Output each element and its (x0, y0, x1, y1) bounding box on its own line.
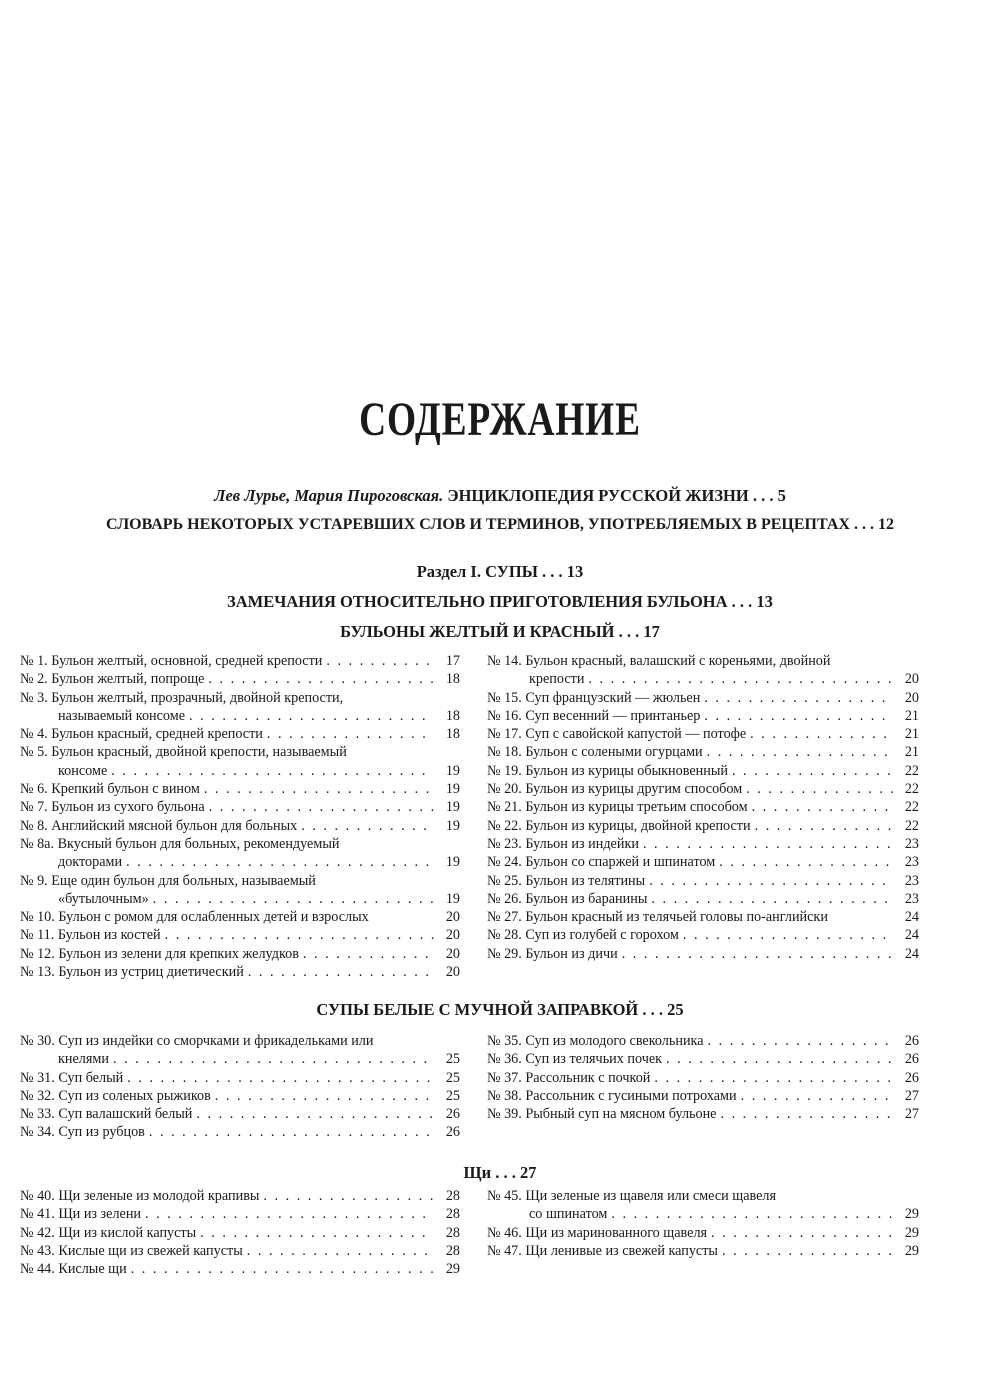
toc-entry-title-continued: крепости (529, 671, 585, 688)
toc-page-number: 29 (904, 1206, 919, 1223)
toc-page-number: 26 (445, 1106, 460, 1123)
toc-entry-title-continued: называемый консоме (58, 707, 186, 724)
toc-entry-title: № 42. Щи из кислой капусты (20, 1224, 197, 1241)
dot-leader (149, 1123, 434, 1141)
toc-entry-title: № 31. Суп белый (20, 1069, 124, 1086)
dot-leader (708, 1032, 893, 1050)
toc-entry[interactable] (487, 725, 919, 743)
toc-entry[interactable] (487, 1069, 919, 1087)
dot-leader (719, 853, 893, 871)
toc-entry[interactable] (20, 670, 460, 688)
page-title: СОДЕРЖАНИЕ (359, 393, 641, 446)
toc-entry-title-continued: консоме (58, 762, 108, 779)
broths-right-column (487, 652, 919, 963)
toc-entry-title: № 18. Бульон с солеными огурцами (487, 744, 703, 761)
toc-page-number: 22 (904, 762, 919, 779)
toc-entry-title: № 10. Бульон с ромом для ослабленных детей и взрослых (20, 909, 369, 926)
toc-entry-title: № 30. Суп из индейки со сморчками и фрикадельками или (20, 1033, 374, 1049)
toc-entry[interactable] (487, 1224, 919, 1242)
toc-page-number: 24 (904, 927, 919, 944)
dot-leader (326, 652, 434, 670)
toc-entry-title: № 45. Щи зеленые из щавеля или смеси щавеля (487, 1188, 777, 1204)
dot-leader (267, 725, 434, 743)
toc-entry-title: № 37. Рассольник с почкой (487, 1069, 651, 1086)
toc-entry-title: № 13. Бульон из устриц диетический (20, 964, 244, 981)
toc-entry-title: № 6. Крепкий бульон с вином (20, 781, 200, 798)
toc-page-number: 20 (445, 964, 460, 981)
toc-page-number: 23 (904, 835, 919, 852)
toc-entry-title: № 7. Бульон из сухого бульона (20, 799, 205, 816)
section-heading[interactable]: Раздел I. СУПЫ . . . 13 (416, 562, 584, 581)
toc-entry[interactable] (487, 1187, 919, 1224)
toc-entry-title: № 36. Суп из телячьих почек (487, 1051, 663, 1068)
toc-entry[interactable] (487, 890, 919, 908)
toc-page-number: 20 (904, 671, 919, 688)
remarks-entry[interactable]: ЗАМЕЧАНИЯ ОТНОСИТЕЛЬНО ПРИГОТОВЛЕНИЯ БУЛЬОНА . . . 13 (227, 592, 773, 611)
dot-leader (746, 780, 893, 798)
toc-entry[interactable] (20, 817, 460, 835)
toc-page-number: 25 (445, 1087, 460, 1104)
toc-entry-title: № 12. Бульон из зелени для крепких желудков (20, 945, 299, 962)
toc-entry[interactable] (487, 743, 919, 761)
toc-page-number: 19 (445, 817, 460, 834)
toc-entry[interactable] (20, 1105, 460, 1123)
toc-page-number: 19 (445, 762, 460, 779)
toc-entry[interactable] (487, 780, 919, 798)
toc-page-number: 25 (445, 1069, 460, 1086)
toc-page-number: 24 (904, 945, 919, 962)
toc-page-number: 23 (904, 872, 919, 889)
dot-leader (153, 890, 434, 908)
intro-authors: Лев Лурье, Мария Пироговская. (214, 486, 444, 505)
dot-leader (622, 945, 893, 963)
toc-entry-title: № 47. Щи ленивые из свежей капусты (487, 1242, 718, 1259)
toc-page-number: 20 (445, 927, 460, 944)
toc-entry[interactable] (487, 652, 919, 689)
toc-entry-title: № 26. Бульон из баранины (487, 890, 648, 907)
dot-leader (722, 1242, 893, 1260)
dot-leader (649, 872, 893, 890)
toc-entry-title: № 25. Бульон из телятины (487, 872, 646, 889)
toc-entry-title: № 27. Бульон красный из телячьей головы по-английски (487, 909, 828, 926)
toc-entry[interactable] (20, 1032, 460, 1069)
dot-leader (643, 835, 893, 853)
dot-leader (189, 707, 434, 725)
toc-entry-title: № 28. Суп из голубей с горохом (487, 927, 679, 944)
toc-page-number: 23 (904, 854, 919, 871)
toc-entry-title: № 20. Бульон из курицы другим способом (487, 781, 743, 798)
toc-entry-title: № 32. Суп из соленых рыжиков (20, 1087, 211, 1104)
toc-entry[interactable] (20, 945, 460, 963)
toc-entry-title: № 34. Суп из рубцов (20, 1124, 145, 1141)
toc-page-number: 20 (445, 909, 460, 926)
dot-leader (111, 762, 434, 780)
toc-page-number: 28 (445, 1224, 460, 1241)
toc-entry-title: № 15. Суп французский — жюльен (487, 689, 701, 706)
dot-leader (196, 1105, 434, 1123)
white-soups-heading[interactable]: СУПЫ БЕЛЫЕ С МУЧНОЙ ЗАПРАВКОЙ . . . 25 (316, 1000, 684, 1019)
toc-entry[interactable] (20, 963, 460, 981)
toc-entry[interactable] (487, 926, 919, 944)
toc-entry-title: № 19. Бульон из курицы обыкновенный (487, 762, 728, 779)
dot-leader (204, 780, 434, 798)
toc-entry[interactable] (487, 817, 919, 835)
dot-leader (666, 1050, 893, 1068)
toc-entry-title: № 43. Кислые щи из свежей капусты (20, 1242, 243, 1259)
toc-entry[interactable] (487, 762, 919, 780)
toc-entry[interactable] (487, 689, 919, 707)
intro-title: ЭНЦИКЛОПЕДИЯ РУССКОЙ ЖИЗНИ . . . 5 (447, 486, 786, 505)
toc-page-number: 27 (904, 1087, 919, 1104)
shchi-heading[interactable]: Щи . . . 27 (463, 1163, 537, 1182)
toc-entry[interactable] (487, 872, 919, 890)
toc-page-number: 19 (445, 890, 460, 907)
dot-leader (208, 670, 434, 688)
broths-heading[interactable]: БУЛЬОНЫ ЖЕЛТЫЙ И КРАСНЫЙ . . . 17 (340, 622, 660, 641)
dot-leader (126, 853, 434, 871)
toc-page-number: 29 (445, 1261, 460, 1278)
white-soups-right-column (487, 1032, 919, 1123)
toc-page-number: 19 (445, 781, 460, 798)
toc-entry[interactable] (20, 872, 460, 909)
toc-page-number: 21 (904, 744, 919, 761)
white-soups-left-column (20, 1032, 460, 1142)
toc-entry[interactable] (487, 835, 919, 853)
toc-entry[interactable] (487, 945, 919, 963)
toc-page-number: 21 (904, 726, 919, 743)
toc-page-number: 21 (904, 707, 919, 724)
toc-entry[interactable] (487, 798, 919, 816)
dot-leader (247, 1242, 434, 1260)
toc-page-number: 29 (904, 1242, 919, 1259)
toc-entry[interactable] (487, 707, 919, 725)
toc-entry-title: № 8. Английский мясной бульон для больных (20, 817, 298, 834)
toc-entry[interactable] (20, 1260, 460, 1278)
dot-leader (651, 890, 893, 908)
toc-entry-title: № 21. Бульон из курицы третьим способом (487, 799, 748, 816)
dot-leader (654, 1069, 893, 1087)
dot-leader (683, 926, 893, 944)
dot-leader (131, 1260, 434, 1278)
dot-leader (588, 670, 893, 688)
toc-entry-title: № 35. Суп из молодого свекольника (487, 1033, 704, 1049)
toc-page-number: 25 (445, 1051, 460, 1068)
glossary-entry[interactable]: СЛОВАРЬ НЕКОТОРЫХ УСТАРЕВШИХ СЛОВ И ТЕРМИНОВ, УПОТРЕБЛЯЕМЫХ В РЕЦЕПТАХ . . . 12 (106, 516, 894, 533)
toc-page-number: 28 (445, 1188, 460, 1204)
dot-leader (755, 817, 893, 835)
toc-page-number: 24 (904, 909, 919, 926)
toc-entry[interactable] (487, 1087, 919, 1105)
toc-page-number: 22 (904, 817, 919, 834)
dot-leader (741, 1087, 893, 1105)
toc-entry-title: № 17. Суп с савойской капустой — потофе (487, 726, 747, 743)
toc-page-number: 27 (904, 1106, 919, 1123)
toc-entry-title: № 23. Бульон из индейки (487, 835, 639, 852)
toc-entry-title: № 5. Бульон красный, двойной крепости, называемый (20, 744, 347, 761)
toc-entry[interactable] (20, 652, 460, 670)
toc-page-number: 18 (445, 726, 460, 743)
toc-page-number: 18 (445, 707, 460, 724)
toc-page-number: 20 (904, 689, 919, 706)
toc-entry-title: № 8а. Вкусный бульон для больных, рекомендуемый (20, 835, 340, 852)
toc-entry[interactable] (20, 926, 460, 944)
toc-entry[interactable] (487, 1242, 919, 1260)
toc-page-number: 26 (904, 1051, 919, 1068)
toc-entry-title: № 3. Бульон желтый, прозрачный, двойной крепости, (20, 689, 344, 706)
toc-page-number: 26 (904, 1033, 919, 1049)
shchi-left-column (20, 1187, 460, 1278)
toc-entry-title-continued: «бутылочным» (58, 890, 149, 907)
toc-entry-title: № 41. Щи из зелени (20, 1206, 142, 1223)
toc-entry-title: № 33. Суп валашский белый (20, 1106, 193, 1123)
toc-entry-title: № 4. Бульон красный, средней крепости (20, 726, 263, 743)
dot-leader (200, 1224, 434, 1242)
dot-leader (720, 1105, 893, 1123)
toc-entry-title: № 44. Кислые щи (20, 1261, 127, 1278)
toc-entry-title: № 29. Бульон из дичи (487, 945, 618, 962)
toc-entry-title: № 11. Бульон из костей (20, 927, 161, 944)
toc-entry-title-continued: докторами (58, 854, 123, 871)
toc-entry[interactable] (20, 1069, 460, 1087)
dot-leader (611, 1205, 893, 1223)
dot-leader (215, 1087, 434, 1105)
toc-entry[interactable] (20, 1123, 460, 1141)
toc-page-number: 18 (445, 671, 460, 688)
toc-entry[interactable] (20, 1242, 460, 1260)
toc-page-number: 28 (445, 1206, 460, 1223)
toc-entry-title: № 1. Бульон желтый, основной, средней крепости (20, 653, 323, 669)
toc-entry[interactable] (20, 780, 460, 798)
toc-entry[interactable] (20, 1205, 460, 1223)
dot-leader (750, 725, 893, 743)
toc-entry[interactable] (20, 1187, 460, 1205)
toc-entry[interactable] (20, 689, 460, 726)
broths-left-column (20, 652, 460, 981)
shchi-right-column (487, 1187, 919, 1260)
toc-entry-title: № 39. Рыбный суп на мясном бульоне (487, 1106, 717, 1123)
toc-entry-title: № 38. Рассольник с гусиными потрохами (487, 1087, 737, 1104)
toc-entry[interactable] (20, 725, 460, 743)
toc-page-number: 22 (904, 799, 919, 816)
toc-entry-title-continued: кнелями (58, 1051, 109, 1068)
toc-entry[interactable] (20, 1087, 460, 1105)
toc-entry-title: № 2. Бульон желтый, попроще (20, 671, 205, 688)
toc-page-number: 17 (445, 653, 460, 669)
dot-leader (263, 1187, 434, 1205)
toc-entry-title-continued: со шпинатом (529, 1206, 608, 1223)
toc-entry-title: № 46. Щи из маринованного щавеля (487, 1224, 708, 1241)
dot-leader (248, 963, 434, 981)
intro-entry[interactable] (0, 486, 1000, 506)
dot-leader (752, 798, 893, 816)
toc-page-number: 28 (445, 1242, 460, 1259)
toc-page-number: 26 (445, 1124, 460, 1141)
toc-entry[interactable] (487, 1105, 919, 1123)
toc-entry[interactable] (487, 853, 919, 871)
toc-entry-title: № 16. Суп весенний — принтаньер (487, 707, 701, 724)
dot-leader (209, 798, 434, 816)
toc-entry[interactable] (20, 743, 460, 780)
toc-entry-title: № 24. Бульон со спаржей и шпинатом (487, 854, 716, 871)
dot-leader (145, 1205, 434, 1223)
dot-leader (707, 743, 893, 761)
dot-leader (127, 1069, 434, 1087)
dot-leader (704, 707, 893, 725)
toc-page-number: 29 (904, 1224, 919, 1241)
toc-entry[interactable] (20, 1224, 460, 1242)
toc-page-number: 23 (904, 890, 919, 907)
toc-entry[interactable] (487, 1050, 919, 1068)
toc-entry[interactable] (20, 908, 460, 926)
dot-leader (165, 926, 434, 944)
dot-leader (301, 817, 434, 835)
toc-entry-title: № 9. Еще один бульон для больных, называемый (20, 872, 316, 889)
toc-entry-title: № 40. Щи зеленые из молодой крапивы (20, 1188, 260, 1204)
toc-page-number: 19 (445, 854, 460, 871)
toc-page-number: 26 (904, 1069, 919, 1086)
toc-entry[interactable] (487, 1032, 919, 1050)
toc-page-number: 22 (904, 781, 919, 798)
dot-leader (704, 689, 893, 707)
toc-page-number: 20 (445, 945, 460, 962)
dot-leader (113, 1050, 434, 1068)
dot-leader (732, 762, 893, 780)
dot-leader (303, 945, 434, 963)
toc-entry[interactable] (20, 798, 460, 816)
toc-entry[interactable] (487, 908, 919, 926)
toc-entry[interactable] (20, 835, 460, 872)
dot-leader (711, 1224, 893, 1242)
toc-entry-title: № 14. Бульон красный, валашский с кореньями, двойной (487, 653, 831, 669)
toc-entry-title: № 22. Бульон из курицы, двойной крепости (487, 817, 751, 834)
toc-page-number: 19 (445, 799, 460, 816)
